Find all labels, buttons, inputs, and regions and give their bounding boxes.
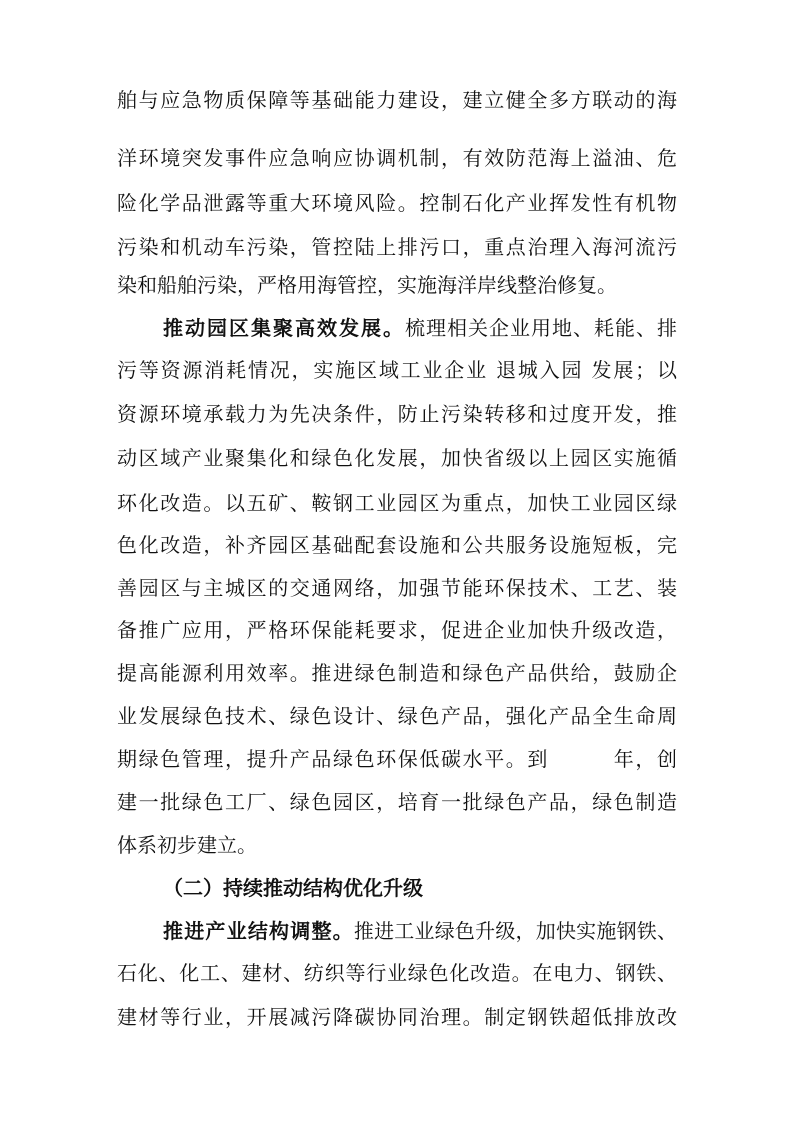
body-text-line: 洋环境突发事件应急响应协调机制，有效防范海上溢油、危 bbox=[117, 146, 677, 170]
section-heading bbox=[163, 868, 677, 908]
body-text-line: 污等资源消耗情况，实施区域工业企业 退城入园 发展；以 bbox=[117, 358, 677, 382]
body-text-line: 善园区与主城区的交通网络，加强节能环保技术、工艺、装 bbox=[117, 576, 677, 600]
body-text-line: 污染和机动车污染，管控陆上排污口，重点治理入海河流污 bbox=[117, 235, 677, 259]
body-text-line: 建一批绿色工厂、绿色园区，培育一批绿色产品，绿色制造 bbox=[117, 790, 677, 814]
body-text-line: 动区域产业聚集化和绿色化发展，加快省级以上园区实施循 bbox=[117, 446, 677, 470]
body-text-line: 色化改造，补齐园区基础配套设施和公共服务设施短板，完 bbox=[117, 533, 677, 557]
paragraph-first-line bbox=[163, 911, 677, 951]
body-text-line: 体系初步建立。 bbox=[117, 833, 257, 857]
section-heading-text: （二）持续推动结构优化升级 bbox=[163, 876, 423, 900]
body-text-line: 建材等行业，开展减污降碳协同治理。制定钢铁超低排放改 bbox=[117, 1005, 677, 1029]
paragraph-first-line bbox=[163, 308, 677, 348]
paragraph-heading: 推动园区集聚高效发展。 bbox=[163, 316, 405, 340]
body-text-line: 险化学品泄露等重大环境风险。控制石化产业挥发性有机物 bbox=[117, 191, 677, 215]
body-text-line: 备推广应用，严格环保能耗要求，促进企业加快升级改造， bbox=[117, 618, 677, 642]
body-text-span: 推进工业绿色升级，加快实施钢铁、 bbox=[353, 919, 677, 943]
body-text-line: 业发展绿色技术、绿色设计、绿色产品，强化产品全生命周 bbox=[117, 704, 677, 728]
body-text-line: 石化、化工、建材、纺织等行业绿色化改造。在电力、钢铁、 bbox=[117, 961, 677, 985]
body-text-line: 期绿色管理，提升产品绿色环保低碳水平。到 年，创 bbox=[117, 747, 677, 771]
body-text-line: 舶与应急物质保障等基础能力建设，建立健全多方联动的海 bbox=[117, 88, 677, 112]
body-text-span: 梳理相关企业用地、耗能、排 bbox=[405, 316, 677, 340]
body-text-line: 染和船舶污染，严格用海管控，实施海洋岸线整治修复。 bbox=[117, 273, 617, 297]
body-text-line: 环化改造。以五矿、鞍钢工业园区为重点，加快工业园区绿 bbox=[117, 491, 677, 515]
body-text-line: 提高能源利用效率。推进绿色制造和绿色产品供给，鼓励企 bbox=[117, 661, 677, 685]
body-text-line: 资源环境承载力为先决条件，防止污染转移和过度开发，推 bbox=[117, 402, 677, 426]
paragraph-heading: 推进产业结构调整。 bbox=[163, 919, 354, 943]
